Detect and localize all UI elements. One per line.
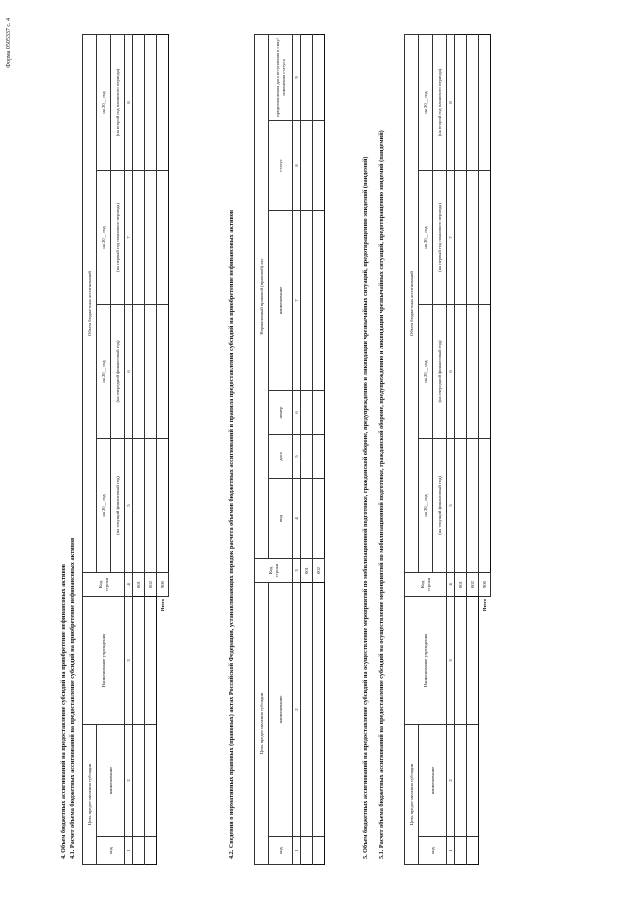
num-cell: 5 xyxy=(447,439,455,573)
table-4-1 xyxy=(82,34,169,865)
cell[interactable] xyxy=(479,439,491,573)
num-cell: 3 xyxy=(125,597,133,725)
cell[interactable] xyxy=(145,34,157,170)
cell[interactable] xyxy=(479,171,491,305)
cell[interactable] xyxy=(145,439,157,573)
row-code: 001 xyxy=(133,573,145,597)
col-line-code: Код строки xyxy=(255,559,293,583)
col-name: наименование xyxy=(269,583,293,837)
num-cell: 2 xyxy=(447,725,455,837)
cell[interactable] xyxy=(145,305,157,439)
cell[interactable] xyxy=(467,305,479,439)
row-code: 002 xyxy=(313,559,325,583)
col-code: код xyxy=(419,837,447,865)
col-year-current: на 20__ год xyxy=(97,439,111,573)
num-cell: 8 xyxy=(293,121,301,211)
col-code: код xyxy=(97,837,125,865)
num-cell: 7 xyxy=(293,211,301,391)
cell[interactable] xyxy=(301,479,313,559)
col-year-current-sub: (на текущий финансовый год) xyxy=(111,439,125,573)
num-cell: 6 xyxy=(125,305,133,439)
cell[interactable] xyxy=(133,439,145,573)
col-name: наименование xyxy=(97,725,125,837)
table-row xyxy=(455,34,467,864)
cell[interactable] xyxy=(313,837,325,865)
col-year-first: на 20__ год xyxy=(97,171,111,305)
num-cell: 1 xyxy=(293,837,301,865)
num-cell: 8 xyxy=(447,34,455,170)
col-code: код xyxy=(269,837,293,865)
cell[interactable] xyxy=(455,439,467,573)
cell[interactable] xyxy=(133,171,145,305)
col-expected-date: предполагаемая дата вступления в силу/ изменения статуса xyxy=(269,34,293,120)
num-cell: 7 xyxy=(447,171,455,305)
cell[interactable] xyxy=(133,725,145,837)
num-cell: 4 xyxy=(447,573,455,597)
num-cell: 7 xyxy=(125,171,133,305)
col-purpose: Цель предоставления субсидии xyxy=(83,725,97,865)
cell[interactable] xyxy=(455,837,467,865)
cell[interactable] xyxy=(467,439,479,573)
cell[interactable] xyxy=(479,305,491,439)
cell[interactable] xyxy=(479,34,491,170)
cell[interactable] xyxy=(455,305,467,439)
num-cell: 1 xyxy=(447,837,455,865)
col-date: дата xyxy=(269,435,293,479)
col-institution: Наименование учреждения xyxy=(405,597,447,725)
table-row xyxy=(313,34,325,864)
cell[interactable] xyxy=(301,837,313,865)
col-year-second-sub: (на второй год планового периода) xyxy=(433,34,447,170)
num-cell: 9 xyxy=(293,34,301,120)
cell[interactable] xyxy=(301,34,313,120)
cell[interactable] xyxy=(145,837,157,865)
col-status: статус xyxy=(269,121,293,211)
num-cell: 5 xyxy=(125,439,133,573)
col-purpose: Цель предоставления субсидии xyxy=(405,725,419,865)
col-institution: Наименование учреждения xyxy=(83,597,125,725)
cell[interactable] xyxy=(157,171,169,305)
col-year-next-sub: (на очередной финансовый год) xyxy=(433,305,447,439)
col-number: номер xyxy=(269,391,293,435)
total-label: Итого xyxy=(160,599,166,612)
col-line-code: Код строки xyxy=(83,573,125,597)
table-row xyxy=(301,34,313,864)
col-year-next: на 20__ год xyxy=(419,305,433,439)
cell[interactable] xyxy=(133,305,145,439)
cell[interactable] xyxy=(455,725,467,837)
section-4-2-title: 4.2. Сведения о нормативных правовых (правовых) актах Российской Федерации, устанавливающих порядок расчета объемов бюджетных ассигнований и правила предоставления субсидий на приобретение нефинансовых активов xyxy=(228,209,235,859)
cell[interactable] xyxy=(301,211,313,391)
table-row xyxy=(467,34,479,864)
cell[interactable] xyxy=(455,597,467,725)
form-code: Форма 0505337 с. 4 xyxy=(6,18,12,68)
col-kind: вид xyxy=(269,479,293,559)
cell[interactable] xyxy=(467,837,479,865)
cell[interactable] xyxy=(157,305,169,439)
col-year-second: на 20__ год xyxy=(97,34,111,170)
cell[interactable] xyxy=(301,121,313,211)
cell[interactable] xyxy=(133,34,145,170)
cell[interactable] xyxy=(145,171,157,305)
cell[interactable] xyxy=(313,211,325,391)
num-cell: 1 xyxy=(125,837,133,865)
cell[interactable] xyxy=(467,725,479,837)
num-cell: 8 xyxy=(125,34,133,170)
num-cell: 4 xyxy=(125,573,133,597)
section-5-title: 5. Объем бюджетных ассигнований на предоставление субсидий на осуществление мероприятий по мобилизационной подготовке, гражданской обороне, предупреждению и ликвидации чрезвычайных ситуаций, предотвращению эпидемий (пандемий) xyxy=(362,156,369,859)
cell[interactable] xyxy=(455,171,467,305)
section-4-title: 4. Объем бюджетных ассигнований на предоставление субсидий на приобретение нефинансовых активов xyxy=(60,563,67,859)
table-row xyxy=(133,34,145,864)
col-year-current: на 20__ год xyxy=(419,439,433,573)
col-year-first-sub: (на первый год планового периода) xyxy=(433,171,447,305)
cell[interactable] xyxy=(133,837,145,865)
total-code: 900 xyxy=(157,573,169,597)
col-name: наименование xyxy=(419,725,447,837)
row-code: 002 xyxy=(467,573,479,597)
cell[interactable] xyxy=(301,583,313,837)
col-year-second-sub: (на второй год планового периода) xyxy=(111,34,125,170)
table-4-2 xyxy=(254,34,325,865)
section-5-1-subtitle: 5.1. Расчет объема бюджетных ассигнований на предоставление субсидий на осуществление мероприятий по мобилизационной подготовке, гражданской обороне, предупреждению и ликвидации чрезвычайных ситуаций, предотвращению эпидемий (пандемий) xyxy=(378,130,385,859)
col-act: Нормативный правовой (правовой) акт xyxy=(255,34,269,558)
cell[interactable] xyxy=(467,171,479,305)
section-4-1-subtitle: 4.1. Расчет объема бюджетных ассигнований на предоставление субсидий на приобретение нефинансовых активов xyxy=(69,537,76,859)
col-purpose: Цель предоставления субсидии xyxy=(255,583,269,865)
col-year-current-sub: (на текущий финансовый год) xyxy=(433,439,447,573)
cell[interactable] xyxy=(157,34,169,170)
row-code: 002 xyxy=(145,573,157,597)
total-label: Итого xyxy=(482,599,488,612)
cell[interactable] xyxy=(301,435,313,479)
col-year-next: на 20__ год xyxy=(97,305,111,439)
col-year-first-sub: (на первый год планового периода) xyxy=(111,171,125,305)
num-cell: 4 xyxy=(293,479,301,559)
num-cell: 3 xyxy=(293,559,301,583)
cell[interactable] xyxy=(467,34,479,170)
cell[interactable] xyxy=(133,597,145,725)
table-5-1 xyxy=(404,34,491,865)
row-code: 001 xyxy=(455,573,467,597)
cell[interactable] xyxy=(145,725,157,837)
cell[interactable] xyxy=(455,34,467,170)
cell[interactable] xyxy=(157,439,169,573)
col-year-second: на 20__ год xyxy=(419,34,433,170)
num-cell: 5 xyxy=(293,435,301,479)
row-code: 001 xyxy=(301,559,313,583)
col-act-name: наименование xyxy=(269,211,293,391)
num-cell: 2 xyxy=(293,583,301,837)
cell[interactable] xyxy=(313,435,325,479)
cell[interactable] xyxy=(467,597,479,725)
num-cell: 6 xyxy=(293,391,301,435)
num-cell: 3 xyxy=(447,597,455,725)
col-year-next-sub: (на очередной финансовый год) xyxy=(111,305,125,439)
cell[interactable] xyxy=(313,121,325,211)
cell[interactable] xyxy=(313,34,325,120)
col-volume: Объем бюджетных ассигнований xyxy=(405,34,419,572)
table-row xyxy=(145,34,157,864)
num-cell: 2 xyxy=(125,725,133,837)
cell[interactable] xyxy=(301,391,313,435)
cell[interactable] xyxy=(145,597,157,725)
cell[interactable] xyxy=(313,391,325,435)
num-cell: 6 xyxy=(447,305,455,439)
cell[interactable] xyxy=(313,583,325,837)
total-code: 900 xyxy=(479,573,491,597)
cell[interactable] xyxy=(313,479,325,559)
col-year-first: на 20__ год xyxy=(419,171,433,305)
col-line-code: Код строки xyxy=(405,573,447,597)
col-volume: Объем бюджетных ассигнований xyxy=(83,34,97,572)
